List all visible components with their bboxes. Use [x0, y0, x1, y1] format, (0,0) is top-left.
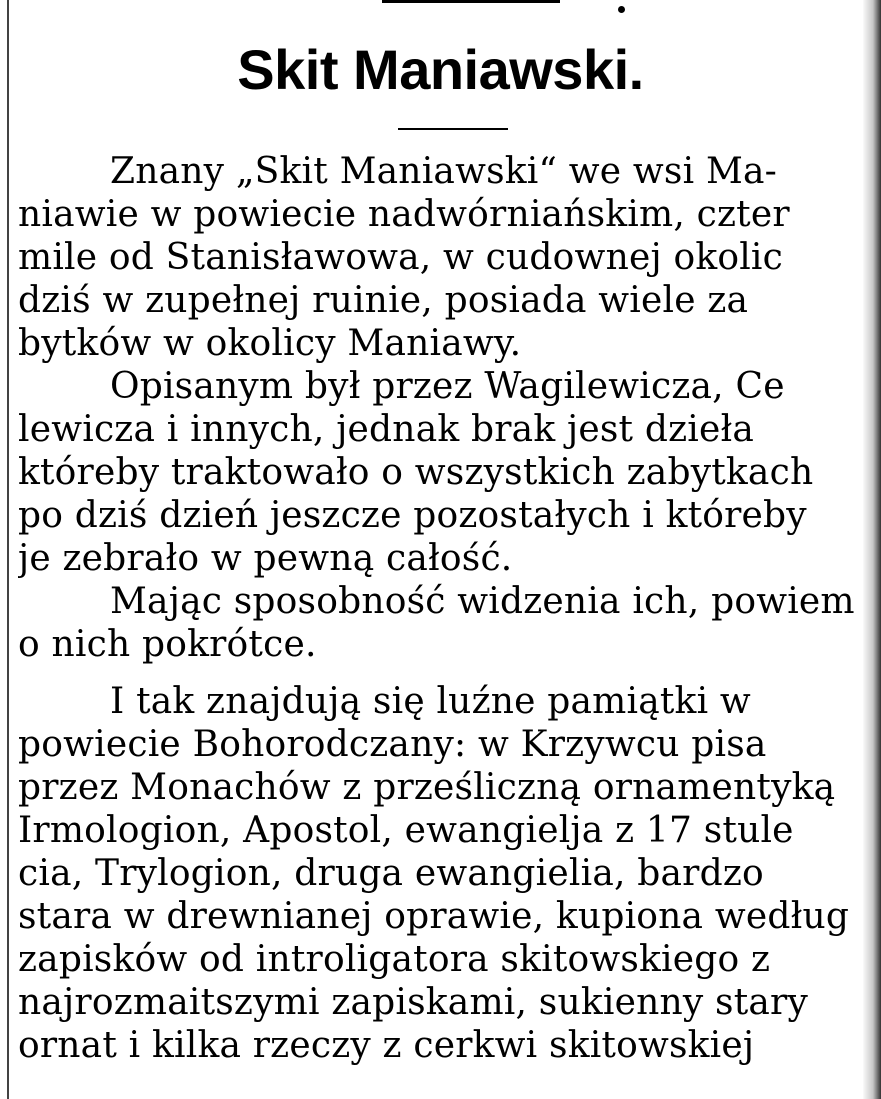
top-separator-rule	[382, 0, 560, 3]
body-line: Znany „Skit Maniawski“ we wsi Ma-	[110, 151, 778, 192]
body-line: je zebrało w pewną całość.	[18, 538, 513, 579]
body-line: przez Monachów z prześliczną ornamentyką	[18, 767, 836, 808]
body-line: bytków w okolicy Maniawy.	[18, 323, 522, 364]
body-line: po dziś dzień jeszcze pozostałych i któreby	[18, 495, 807, 536]
title-underline-rule	[398, 128, 508, 130]
body-line: mile od Stanisławowa, w cudownej okolic	[18, 237, 784, 278]
print-speck	[618, 6, 625, 13]
body-line: zapisków od introligatora skitowskiego z	[18, 939, 771, 980]
body-line: o nich pokrótce.	[18, 624, 317, 665]
paragraph-gap	[18, 666, 878, 680]
article-title: Skit Maniawski.	[237, 38, 644, 101]
article-body	[18, 150, 878, 1067]
column-left-rule	[7, 0, 9, 1099]
body-line: Irmologion, Apostol, ewangielja z 17 stule	[18, 810, 794, 851]
body-line: I tak znajdują się luźne pamiątki w	[110, 681, 751, 722]
body-line: Mając sposobność widzenia ich, powiem	[110, 581, 855, 622]
body-line: Opisanym był przez Wagilewicza, Ce	[110, 366, 785, 407]
body-line: któreby traktowało o wszystkich zabytkach	[18, 452, 814, 493]
body-line: ornat i kilka rzeczy z cerkwi skitowskiej	[18, 1025, 755, 1066]
body-line: niawie w powiecie nadwórniańskim, czter	[18, 194, 790, 235]
body-line: najrozmaitszymi zapiskami, sukienny stary	[18, 982, 808, 1023]
body-line: stara w drewnianej oprawie, kupiona według	[18, 896, 850, 937]
body-line: powiecie Bohorodczany: w Krzywcu pisa	[18, 724, 767, 765]
body-line: dziś w zupełnej ruinie, posiada wiele za	[18, 280, 749, 321]
body-line: lewicza i innych, jednak brak jest dzieła	[18, 409, 755, 450]
body-line: cia, Trylogion, druga ewangielia, bardzo	[18, 853, 764, 894]
